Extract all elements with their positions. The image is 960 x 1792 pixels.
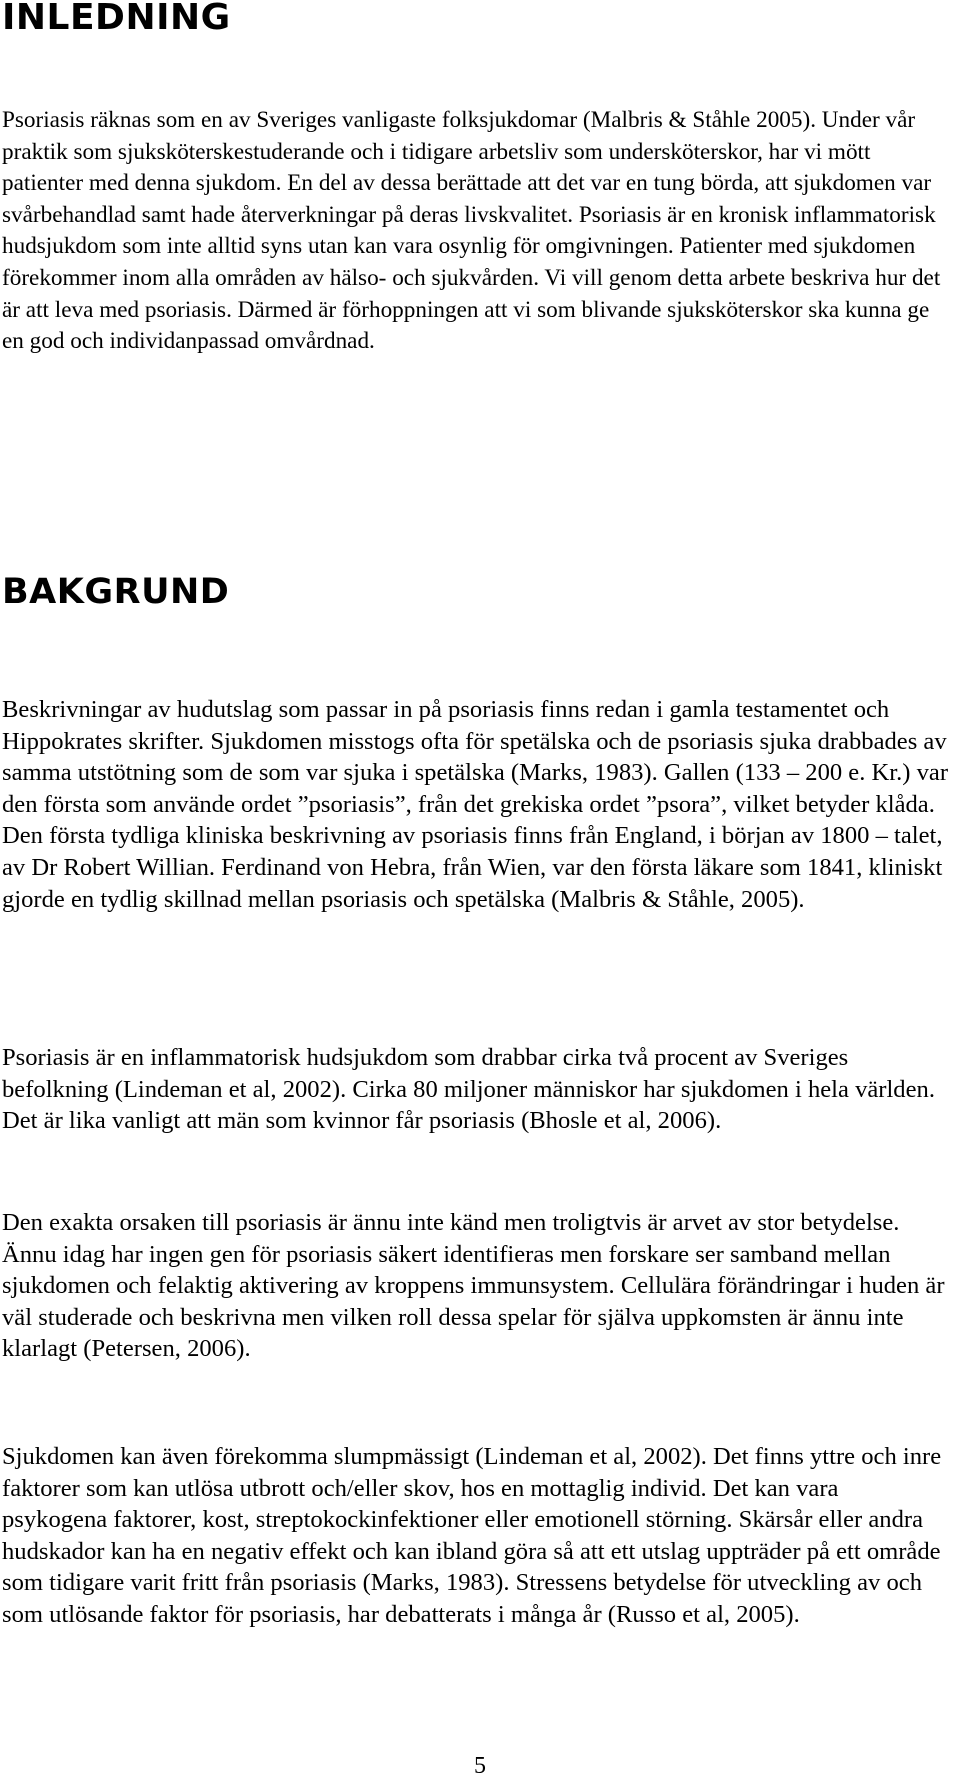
- section-heading-bakgrund: BAKGRUND: [2, 572, 230, 612]
- paragraph-inledning: Psoriasis räknas som en av Sveriges vanligaste folksjukdomar (Malbris & Ståhle 2005). Under vår praktik som sjuksköterskestuderande och i tidigare arbetsliv som undersköterskor, har vi mött patienter med denna sjukdom. En del av dessa berättade att det var en tung börda, att sjukdomen var svårbehandlad samt hade återverkningar på deras livskvalitet. Psoriasis är en kronisk inflammatorisk hudsjukdom som inte alltid syns utan kan vara osynlig för omgivningen. Patienter med sjukdomen förekommer inom alla områden av hälso- och sjukvården. Vi vill genom detta arbete beskriva hur det är att leva med psoriasis. Därmed är förhoppningen att vi som blivande sjuksköterskor ska kunna ge en god och individanpassad omvårdnad.: [2, 107, 941, 355]
- paragraph-bakgrund-triggers: Sjukdomen kan även förekomma slumpmässigt (Lindeman et al, 2002). Det finns yttre och inre faktorer som kan utlösa utbrott och/eller skov, hos en mottaglig individ. Det kan vara psykogena faktorer, kost, streptokockinfektioner eller emotionell störning. Skärsår eller andra hudskador kan ha en negativ effekt och kan ibland göra så att ett utslag uppträder på ett område som tidigare varit fritt från psoriasis (Marks, 1983). Stressens betydelse för utveckling av och som utlösande faktor för psoriasis, har debatterats i många år (Russo et al, 2005).: [2, 1443, 942, 1628]
- section-heading-inledning: INLEDNING: [2, 0, 231, 38]
- page-number: 5: [474, 1753, 486, 1779]
- paragraph-bakgrund-prevalence: Psoriasis är en inflammatorisk hudsjukdom som drabbar cirka två procent av Sveriges befolkning (Lindeman et al, 2002). Cirka 80 miljoner människor har sjukdomen i hela världen. Det är lika vanligt att män som kvinnor får psoriasis (Bhosle et al, 2006).: [2, 1044, 935, 1135]
- paragraph-bakgrund-cause: Den exakta orsaken till psoriasis är ännu inte känd men troligtvis är arvet av stor betydelse. Ännu idag har ingen gen för psoriasis säkert identifieras men forskare ser samband mellan sjukdomen och felaktig aktivering av kroppens immunsystem. Cellulära förändringar i huden är väl studerade och beskrivna men vilken roll dessa spelar för själva uppkomsten är ännu inte klarlagt (Petersen, 2006).: [2, 1209, 945, 1363]
- paragraph-bakgrund-history: Beskrivningar av hudutslag som passar in på psoriasis finns redan i gamla testamentet och Hippokrates skrifter. Sjukdomen misstogs ofta för spetälska och de psoriasis sjuka drabbades av samma utstötning som de som var sjuka i spetälska (Marks, 1983). Gallen (133 – 200 e. Kr.) var den första som använde ordet ”psoriasis”, från det grekiska ordet ”psora”, vilket betyder klåda. Den första tydliga kliniska beskrivning av psoriasis finns från England, i början av 1800 – talet, av Dr Robert Willian. Ferdinand von Hebra, från Wien, var den första läkare som 1841, kliniskt gjorde en tydlig skillnad mellan psoriasis och spetälska (Malbris & Ståhle, 2005).: [2, 696, 949, 913]
